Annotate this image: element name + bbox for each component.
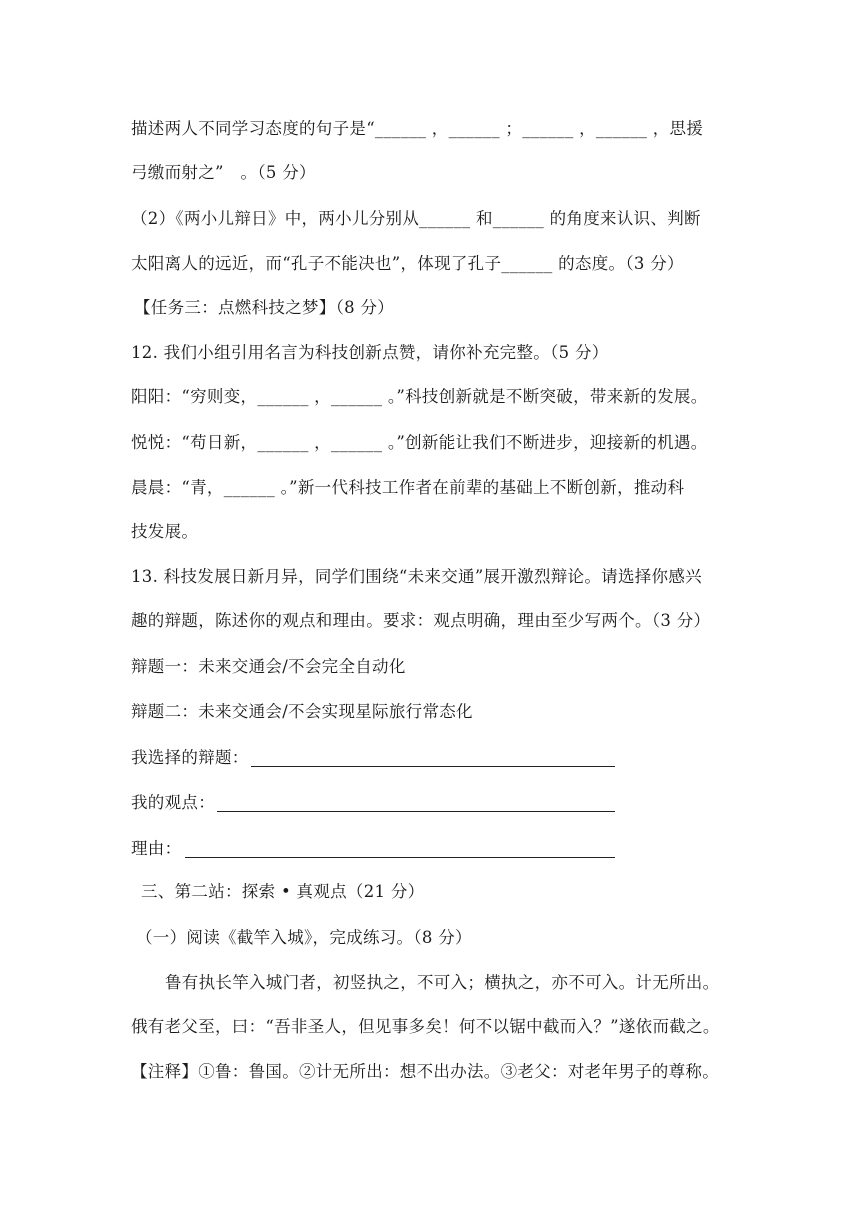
debate-topic-1: 辩题一：未来交通会/不会完全自动化 [131, 657, 406, 676]
reason-label: 理由： [131, 839, 182, 858]
my-view-label: 我的观点： [131, 793, 215, 812]
text-line-4: 太阳离人的远近，而“孔子不能决也”，体现了孔子______ 的态度。（3 分） [131, 254, 684, 273]
task-heading: 【任务三：点燃科技之梦】（8 分） [134, 298, 395, 317]
text-line-1: 描述两人不同学习态度的句子是“______ ，______ ；______ ，______ ，思援 [131, 119, 704, 138]
reading-1-heading: （一）阅读《截竿入城》，完成练习。（8 分） [136, 928, 472, 947]
annotation-line: 【注释】①鲁：鲁国。②计无所出：想不出办法。③老父：对老年男子的尊称。 [131, 1062, 719, 1081]
text-line-2: 弓缴而射之” 。（5 分） [131, 163, 316, 182]
text-line-yueyue: 悦悦：“苟日新，______ ，______ 。”创新能让我们不断进步，迎接新的机遇。 [131, 433, 708, 452]
text-line-12: 趣的辩题，陈述你的观点和理由。要求：观点明确，理由至少写两个。（3 分） [131, 611, 711, 630]
my-view-answer-line[interactable] [217, 811, 615, 812]
passage-line-2: 俄有老父至，曰：“吾非圣人，但见事多矣！何不以锯中截而入？”遂依而截之。 [131, 1017, 720, 1036]
text-line-chenchen: 晨晨：“青，______ 。”新一代科技工作者在前辈的基础上不断创新，推动科 [131, 478, 685, 497]
question-12: 12. 我们小组引用名言为科技创新点赞，请你补充完整。（5 分） [131, 343, 609, 362]
question-13: 13. 科技发展日新月异，同学们围绕“未来交通”展开激烈辩论。请选择你感兴 [131, 567, 702, 586]
chosen-topic-answer-line[interactable] [251, 766, 615, 767]
debate-topic-2: 辩题二：未来交通会/不会实现星际旅行常态化 [131, 702, 473, 721]
text-line-3: （2）《两小儿辩日》中，两小儿分别从______ 和______ 的角度来认识、判断 [131, 209, 701, 228]
passage-line-1: 鲁有执长竿入城门者，初竖执之，不可入；横执之，亦不可入。计无所出。 [165, 973, 720, 992]
reason-answer-line[interactable] [185, 857, 615, 858]
section-3-heading: 三、第二站：探索 • 真观点（21 分） [141, 882, 425, 901]
text-line-10: 技发展。 [131, 522, 199, 541]
chosen-topic-label: 我选择的辩题： [131, 748, 249, 767]
text-line-yangyang: 阳阳：“穷则变，______ ，______ 。”科技创新就是不断突破，带来新的发展。 [131, 387, 708, 406]
